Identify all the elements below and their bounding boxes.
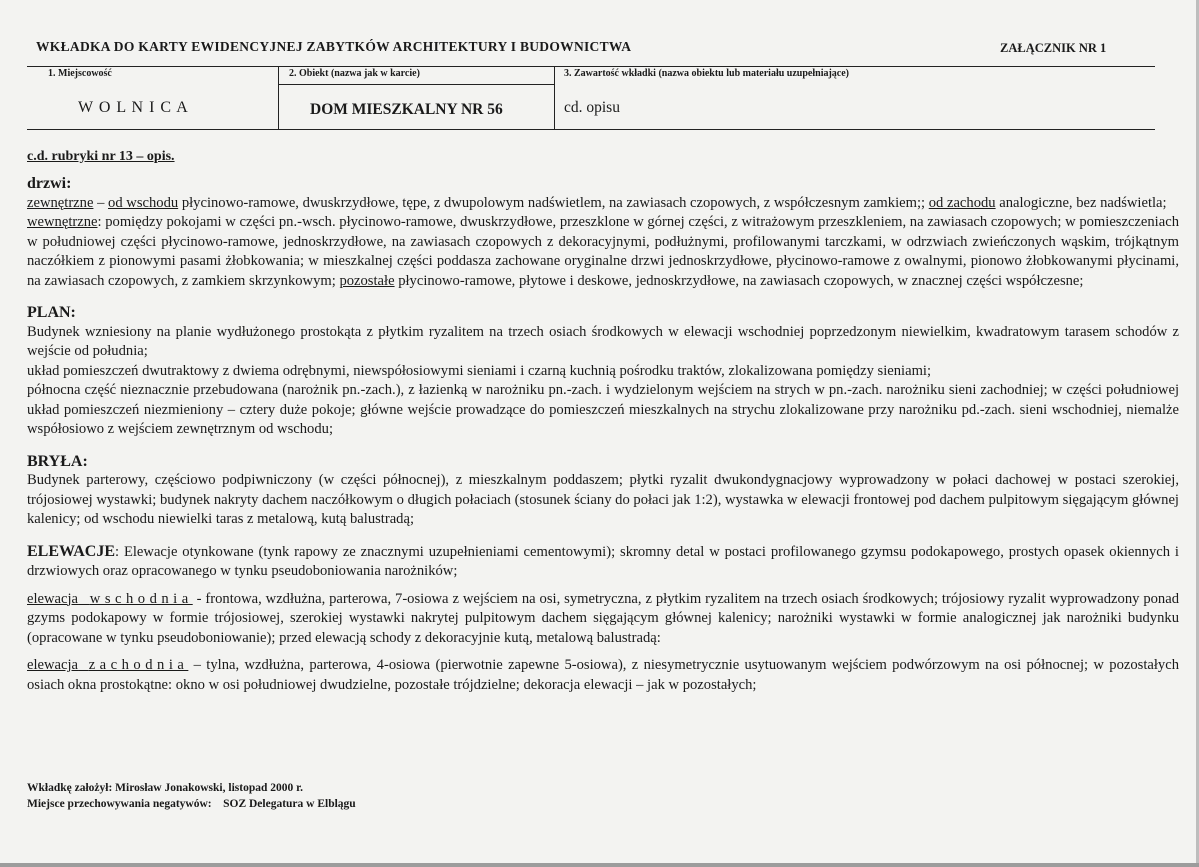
- footer-author: Wkładkę założył: Mirosław Jonakowski, listopad 2000 r.: [27, 782, 304, 794]
- footer: [27, 780, 356, 812]
- doors-interior-label: wewnętrzne: [27, 214, 98, 230]
- form-divider-2: [554, 66, 555, 130]
- section-title: c.d. rubryki nr 13 – opis.: [27, 149, 175, 164]
- east-elevation-paragraph: [27, 590, 1179, 649]
- plan-paragraph-2: układ pomieszczeń dwutraktowy z dwiema odrębnymi, niewspółosiowymi sieniami i czarną kuchnią pośrodku traktów, zlokalizowana pomiędzy sieniami;: [27, 362, 932, 379]
- doors-exterior-dash: –: [93, 194, 109, 211]
- doors-rest-text: płycinowo-ramowe, płytowe i deskowe, jednoskrzydłowe, na zawiasach czopowych, w znacznej części współczesne;: [394, 272, 1084, 289]
- east-elevation-label-a: elewacja: [27, 590, 79, 607]
- form-title: WKŁADKA DO KARTY EWIDENCYJNEJ ZABYTKÓW ARCHITEKTURY I BUDOWNICTWA: [36, 39, 632, 54]
- plan-heading: PLAN:: [27, 304, 76, 321]
- footer-storage: [27, 796, 356, 812]
- plan-paragraph-3: północna część nieznacznie przebudowana (narożnik pn.-zach.), z łazienką w narożniku pn.-zach. i wydzielonym wejściem na strych w pn.-zach. narożniku sieni zachodniej; w części południowej układ pomieszczeń niezmieniony – cztery duże pokoje; główne wejście prowadzące do pomieszczeń mieszkalnych na strychu zlokalizowane przy narożniku pd.-zach. sieni wschodniej, niemalże współosiowo z wejściem zewnętrznym od wschodu;: [27, 382, 1179, 437]
- doors-heading: drzwi:: [27, 175, 72, 192]
- annex-number: ZAŁĄCZNIK NR 1: [1000, 41, 1107, 55]
- mass-paragraph: Budynek parterowy, częściowo podpiwniczony (w części północnej), z mieszkalnym poddaszem; płytki ryzalit dwukondygnacjowy wyprowadzony w połaci dachowej w postaci szerokiej, trójosiowej wystawki; budynek nakryty dachem naczółkowym o długich połaciach (stosunek ściany do połaci jak 1:2), wystawka w elewacji frontowej pod dachem pulpitowym sięgającym głównej kalenicy; od wschodu niewielki taras z metalową, kutą balustradą;: [27, 472, 1179, 527]
- doors-west-text: analogiczne, bez nadświetla;: [995, 194, 1167, 211]
- description-body: [27, 174, 1179, 695]
- content-label: 3. Zawartość wkładki (nazwa obiektu lub materiału uzupełniające): [564, 68, 850, 79]
- form-divider-1: [278, 66, 279, 130]
- elevations-heading: ELEWACJE: [27, 542, 116, 560]
- doors-east-label: od wschodu: [108, 194, 179, 211]
- doors-interior-paragraph: [27, 213, 1179, 291]
- doors-interior-text: : pomiędzy pokojami w części pn.-wsch. płycinowo-ramowe, dwuskrzydłowe, przeszklone w górnej części, z witrażowym przeszkleniem, na zawiasach czopowych; w pomieszczeniach w południowej części płycinowo-ramowe, jednoskrzydłowe, na zawiasach czopowych z dekoracyjnymi, podłużnymi, profilowanymi tarczkami, w odrzwiach zwieńczonych wąskim, trójkątnym naczółkiem z pionowymi pasami żłobkowania; w mieszkalnej części poddasza zachowane oryginalne drzwi jednoskrzydłowe, płycinowo-ramowe z owalnymi, pionowo żłobkowanymi płycinami, na zawiasach czopowych, z zamkiem skrzynkowym;: [27, 214, 1179, 289]
- footer-storage-label: Miejsce przechowywania negatywów:: [27, 798, 212, 810]
- east-elevation-label-b: wschodnia: [89, 590, 193, 607]
- locality-value: W O L N I C A: [78, 99, 189, 116]
- doors-exterior-label: zewnętrzne: [27, 194, 94, 211]
- doors-east-text: płycinowo-ramowe, dwuskrzydłowe, tępe, z dwupolowym nadświetlem, na zawiasach czopowych, z współczesnym zamkiem;;: [178, 194, 929, 211]
- mass-heading: BRYŁA:: [27, 452, 88, 470]
- west-elevation-label-a: elewacja: [27, 657, 79, 673]
- object-label: 2. Obiekt (nazwa jak w karcie): [289, 68, 420, 79]
- page-edge-bottom: [0, 863, 1199, 867]
- doors-rest-label: pozostałe: [339, 272, 395, 289]
- doors-west-label: od zachodu: [928, 194, 996, 211]
- elevations-intro-text: : Elewacje otynkowane (tynk rapowy ze znacznymi uzupełnieniami cementowymi); skromny detal w postaci profilowanego gzymsu podokapowego, prostych opasek okiennych i drzwiowych oraz opracowanego w tynku pseudoboniowania narożników;: [27, 543, 1179, 579]
- elevations-intro-paragraph: [27, 542, 1179, 582]
- west-elevation-label-b: zachodnia: [88, 657, 189, 673]
- object-cell-rule: [278, 84, 554, 85]
- east-elevation-text: - frontowa, wzdłużna, parterowa, 7-osiowa z wejściem na osi, symetryczna, z płytkim ryzalitem na trzech osiach środkowych; trójosiowy ryzalit wyprowadzony ponad gzyms podokapowy w formie trójosiowej, szerokiej wystawki nakrytej pulpitowym dachem sięgającym głównej kalenicy; narożniki wystawki w formie analogicznej jak narożniki budynku (opracowane w tynku pseudoboniowanie); przed elewacją schody z dekoracyjnie kutą, metalową balustradą:: [27, 590, 1180, 646]
- plan-paragraph-1: Budynek wzniesiony na planie wydłużonego prostokąta z płytkim ryzalitem na trzech osiach środkowych w elewacji wschodniej poprzedzonym niewielkim, kwadratowym tarasem schodów z wejście od południa;: [27, 323, 1179, 359]
- form-bottom-rule: [27, 129, 1155, 130]
- west-elevation-paragraph: [27, 656, 1179, 695]
- footer-storage-value: SOZ Delegatura w Elblągu: [223, 798, 356, 810]
- west-elevation-text: – tylna, wzdłużna, parterowa, 4-osiowa (pierwotnie zapewne 5-osiowa), z niesymetrycznie usytuowanym wejściem podwórzowym na osi północnej; w pozostałych osiach okna prostokątne: okno w osi południowej dwudzielne, pozostałe trójdzielne; dekoracja elewacji – jak w pozostałych;: [27, 657, 1179, 693]
- locality-label: 1. Miejscowość: [48, 68, 112, 79]
- content-value: cd. opisu: [564, 99, 620, 116]
- object-value: DOM MIESZKALNY NR 56: [310, 101, 503, 118]
- doors-exterior-paragraph: [27, 194, 1179, 214]
- form-top-rule: [27, 66, 1155, 67]
